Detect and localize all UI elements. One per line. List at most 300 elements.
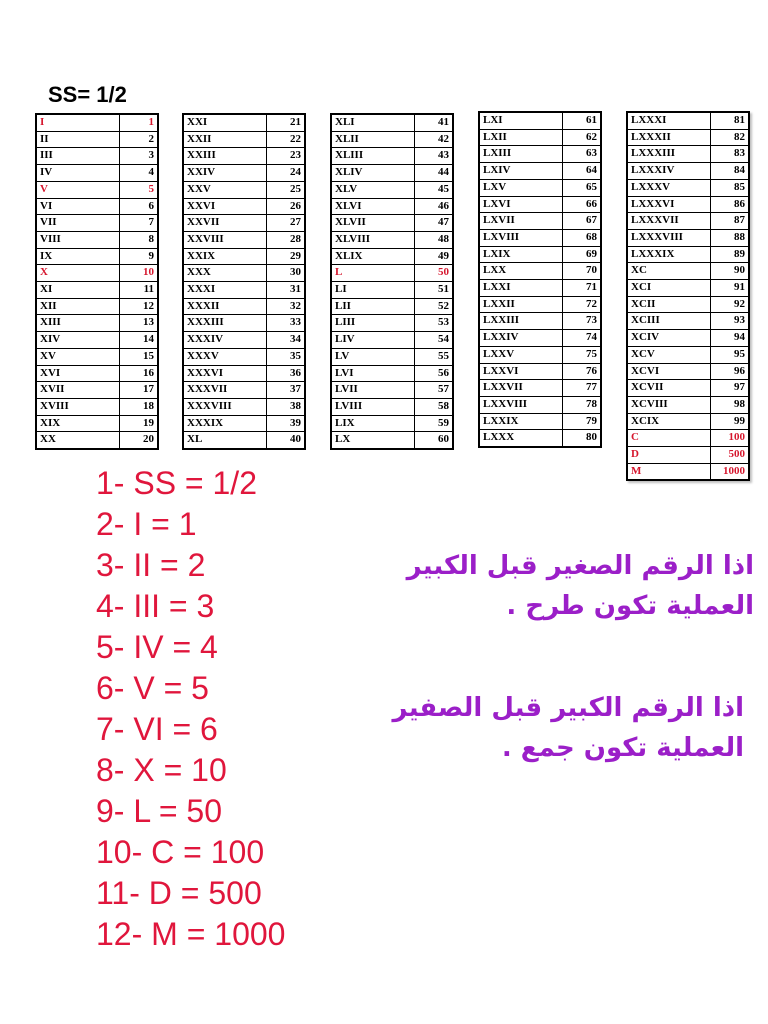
table-row <box>36 398 158 415</box>
table-row <box>331 165 453 182</box>
table-row <box>183 265 305 282</box>
arabic-value-cell: 23 <box>266 148 305 165</box>
table-row <box>479 112 601 129</box>
roman-numeral-cell: XCIX <box>627 413 710 430</box>
arabic-value-cell: 10 <box>119 265 158 282</box>
arabic-value-cell: 61 <box>562 112 601 129</box>
arabic-value-cell: 72 <box>562 296 601 313</box>
roman-table-61-80 <box>478 111 602 448</box>
arabic-value-cell: 6 <box>119 198 158 215</box>
arabic-value-cell: 91 <box>710 280 749 297</box>
table-row <box>479 179 601 196</box>
arabic-value-cell: 27 <box>266 215 305 232</box>
arabic-value-cell: 30 <box>266 265 305 282</box>
arabic-value-cell: 5 <box>119 181 158 198</box>
roman-table-81-1000 <box>626 111 750 481</box>
table-row <box>627 363 749 380</box>
roman-table-1-20 <box>35 113 159 450</box>
arabic-value-cell: 31 <box>266 282 305 299</box>
table-row <box>627 263 749 280</box>
roman-numeral-cell: LXXII <box>479 296 562 313</box>
table-row <box>36 382 158 399</box>
table-row <box>479 146 601 163</box>
arabic-value-cell: 12 <box>119 298 158 315</box>
rule-item: 2- I = 1 <box>96 506 197 542</box>
arabic-value-cell: 79 <box>562 413 601 430</box>
arabic-value-cell: 8 <box>119 231 158 248</box>
roman-numeral-cell: XCIV <box>627 330 710 347</box>
roman-numeral-cell: XXXI <box>183 282 266 299</box>
arabic-value-cell: 32 <box>266 298 305 315</box>
table-row <box>627 447 749 464</box>
table-row <box>183 415 305 432</box>
arabic-value-cell: 55 <box>414 348 453 365</box>
roman-numeral-cell: LII <box>331 298 414 315</box>
arabic-value-cell: 87 <box>710 213 749 230</box>
arabic-value-cell: 45 <box>414 181 453 198</box>
arabic-value-cell: 20 <box>119 432 158 449</box>
table-row <box>479 296 601 313</box>
roman-numeral-cell: XCVIII <box>627 396 710 413</box>
arabic-value-cell: 80 <box>562 430 601 447</box>
arabic-value-cell: 28 <box>266 231 305 248</box>
table-row <box>36 248 158 265</box>
roman-numeral-cell: XLVI <box>331 198 414 215</box>
roman-numeral-cell: M <box>627 463 710 480</box>
roman-numeral-cell: XV <box>36 348 119 365</box>
table-row <box>627 430 749 447</box>
table-row <box>331 148 453 165</box>
roman-numeral-cell: LXXXVII <box>627 213 710 230</box>
table-row <box>627 246 749 263</box>
table-row <box>331 415 453 432</box>
rule-item: 9- L = 50 <box>96 793 223 829</box>
roman-numeral-cell: XLV <box>331 181 414 198</box>
arabic-value-cell: 86 <box>710 196 749 213</box>
rule-item: 3- II = 2 <box>96 547 206 583</box>
arabic-value-cell: 60 <box>414 432 453 449</box>
roman-numeral-cell: XLVIII <box>331 231 414 248</box>
arabic-value-cell: 96 <box>710 363 749 380</box>
table-row <box>479 396 601 413</box>
roman-numeral-cell: LXXXVIII <box>627 229 710 246</box>
arabic-value-cell: 16 <box>119 365 158 382</box>
arabic-value-cell: 15 <box>119 348 158 365</box>
table-row <box>627 330 749 347</box>
arabic-value-cell: 75 <box>562 346 601 363</box>
table-row <box>183 148 305 165</box>
table-row <box>331 332 453 349</box>
table-row <box>183 248 305 265</box>
table-row <box>36 298 158 315</box>
roman-numeral-cell: XXVI <box>183 198 266 215</box>
table-row <box>479 280 601 297</box>
arabic-value-cell: 78 <box>562 396 601 413</box>
arabic-value-cell: 56 <box>414 365 453 382</box>
table-row <box>36 215 158 232</box>
table-row <box>627 413 749 430</box>
roman-numeral-cell: LX <box>331 432 414 449</box>
table-row <box>479 346 601 363</box>
table-row <box>36 148 158 165</box>
table-row <box>183 382 305 399</box>
roman-numeral-cell: LXVII <box>479 213 562 230</box>
roman-numeral-cell: XCI <box>627 280 710 297</box>
roman-numeral-cell: D <box>627 447 710 464</box>
arabic-value-cell: 66 <box>562 196 601 213</box>
roman-numeral-cell: XCV <box>627 346 710 363</box>
roman-table-41-60 <box>330 113 454 450</box>
roman-numeral-cell: LXXI <box>479 280 562 297</box>
subtraction-note <box>407 546 754 626</box>
arabic-value-cell: 71 <box>562 280 601 297</box>
table-row <box>183 315 305 332</box>
table-row <box>627 229 749 246</box>
table-row <box>479 196 601 213</box>
rule-item: 1- SS = 1/2 <box>96 465 257 501</box>
table-row <box>183 332 305 349</box>
rule-item: 5- IV = 4 <box>96 629 218 665</box>
roman-numeral-cell: LXXXIV <box>627 163 710 180</box>
arabic-value-cell: 33 <box>266 315 305 332</box>
table-row <box>627 129 749 146</box>
table-row <box>183 432 305 449</box>
table-row <box>479 229 601 246</box>
roman-numeral-cell: X <box>36 265 119 282</box>
arabic-value-cell: 38 <box>266 398 305 415</box>
roman-numeral-cell: XXI <box>183 114 266 131</box>
table-row <box>627 380 749 397</box>
roman-numeral-cell: XLIII <box>331 148 414 165</box>
arabic-value-cell: 39 <box>266 415 305 432</box>
arabic-value-cell: 37 <box>266 382 305 399</box>
roman-numeral-cell: LIII <box>331 315 414 332</box>
arabic-value-cell: 36 <box>266 365 305 382</box>
table-row <box>183 398 305 415</box>
table-row <box>479 363 601 380</box>
table-row <box>183 365 305 382</box>
table-row <box>331 282 453 299</box>
roman-numeral-cell: XXXIII <box>183 315 266 332</box>
arabic-value-cell: 65 <box>562 179 601 196</box>
arabic-value-cell: 89 <box>710 246 749 263</box>
roman-numeral-cell: I <box>36 114 119 131</box>
roman-numeral-cell: XXXVII <box>183 382 266 399</box>
roman-numeral-cell: VII <box>36 215 119 232</box>
arabic-value-cell: 22 <box>266 131 305 148</box>
arabic-value-cell: 74 <box>562 330 601 347</box>
table-row <box>479 263 601 280</box>
arabic-value-cell: 97 <box>710 380 749 397</box>
table-row <box>479 430 601 447</box>
roman-numeral-cell: XXXII <box>183 298 266 315</box>
table-row <box>183 298 305 315</box>
roman-numeral-cell: XCVI <box>627 363 710 380</box>
roman-numeral-cell: XXVIII <box>183 231 266 248</box>
table-row <box>627 463 749 480</box>
table-row <box>331 248 453 265</box>
table-row <box>331 231 453 248</box>
table-row <box>36 348 158 365</box>
table-row <box>627 179 749 196</box>
arabic-value-cell: 64 <box>562 163 601 180</box>
table-row <box>183 198 305 215</box>
arabic-value-cell: 25 <box>266 181 305 198</box>
table-row <box>479 313 601 330</box>
roman-numeral-cell: II <box>36 131 119 148</box>
roman-numeral-cell: XXXVIII <box>183 398 266 415</box>
arabic-value-cell: 44 <box>414 165 453 182</box>
page-title: SS= 1/2 <box>48 82 127 107</box>
roman-numeral-cell: XVI <box>36 365 119 382</box>
roman-numeral-cell: IV <box>36 165 119 182</box>
arabic-value-cell: 11 <box>119 282 158 299</box>
arabic-value-cell: 98 <box>710 396 749 413</box>
arabic-value-cell: 35 <box>266 348 305 365</box>
table-row <box>183 165 305 182</box>
arabic-value-cell: 49 <box>414 248 453 265</box>
arabic-value-cell: 21 <box>266 114 305 131</box>
table-row <box>36 315 158 332</box>
table-row <box>331 432 453 449</box>
arabic-value-cell: 1000 <box>710 463 749 480</box>
table-row <box>479 163 601 180</box>
arabic-value-cell: 73 <box>562 313 601 330</box>
roman-numeral-cell: VIII <box>36 231 119 248</box>
roman-numeral-cell: XXX <box>183 265 266 282</box>
roman-numeral-cell: XXXIX <box>183 415 266 432</box>
addition-note <box>393 688 744 768</box>
table-row <box>36 332 158 349</box>
arabic-value-cell: 62 <box>562 129 601 146</box>
arabic-value-cell: 99 <box>710 413 749 430</box>
roman-numeral-cell: XIX <box>36 415 119 432</box>
roman-numeral-cell: LXXIX <box>479 413 562 430</box>
roman-numeral-cell: LXIII <box>479 146 562 163</box>
rule-item: 7- VI = 6 <box>96 711 218 747</box>
table-row <box>627 112 749 129</box>
table-row <box>331 365 453 382</box>
table-row <box>331 114 453 131</box>
arabic-value-cell: 50 <box>414 265 453 282</box>
table-row <box>36 415 158 432</box>
table-row <box>479 330 601 347</box>
roman-numeral-cell: XX <box>36 432 119 449</box>
table-row <box>627 146 749 163</box>
roman-numeral-cell: LXII <box>479 129 562 146</box>
table-row <box>331 382 453 399</box>
arabic-value-cell: 88 <box>710 229 749 246</box>
arabic-value-cell: 69 <box>562 246 601 263</box>
table-row <box>36 131 158 148</box>
roman-numeral-cell: XXIII <box>183 148 266 165</box>
roman-numeral-cell: XIII <box>36 315 119 332</box>
roman-numeral-cell: LXIV <box>479 163 562 180</box>
table-row <box>331 298 453 315</box>
arabic-value-cell: 19 <box>119 415 158 432</box>
roman-numeral-cell: XIV <box>36 332 119 349</box>
arabic-value-cell: 24 <box>266 165 305 182</box>
roman-numeral-cell: LXXXV <box>627 179 710 196</box>
table-row <box>331 215 453 232</box>
table-row <box>627 213 749 230</box>
addition-note-line-1: اذا الرقم الكبير قبل الصفير <box>392 693 744 723</box>
roman-numeral-cell: LXXVI <box>479 363 562 380</box>
roman-numeral-cell: V <box>36 181 119 198</box>
roman-numeral-cell: XI <box>36 282 119 299</box>
table-row <box>183 231 305 248</box>
arabic-value-cell: 42 <box>414 131 453 148</box>
arabic-value-cell: 53 <box>414 315 453 332</box>
arabic-value-cell: 51 <box>414 282 453 299</box>
roman-numeral-cell: L <box>331 265 414 282</box>
table-row <box>36 198 158 215</box>
table-row <box>183 114 305 131</box>
roman-numeral-cell: LVIII <box>331 398 414 415</box>
arabic-value-cell: 1 <box>119 114 158 131</box>
arabic-value-cell: 52 <box>414 298 453 315</box>
roman-numeral-cell: XXXV <box>183 348 266 365</box>
roman-numeral-cell: LVI <box>331 365 414 382</box>
rule-item: 4- III = 3 <box>96 588 215 624</box>
table-row <box>627 396 749 413</box>
arabic-value-cell: 2 <box>119 131 158 148</box>
arabic-value-cell: 40 <box>266 432 305 449</box>
table-row <box>36 265 158 282</box>
addition-note-line-2: العملية تكون جمع . <box>501 733 744 763</box>
table-row <box>183 215 305 232</box>
table-row <box>36 114 158 131</box>
arabic-value-cell: 84 <box>710 163 749 180</box>
roman-numeral-cell: LXXVIII <box>479 396 562 413</box>
roman-numeral-cell: LI <box>331 282 414 299</box>
roman-numeral-cell: XCII <box>627 296 710 313</box>
arabic-value-cell: 100 <box>710 430 749 447</box>
roman-numeral-cell: LXX <box>479 263 562 280</box>
table-row <box>331 315 453 332</box>
arabic-value-cell: 17 <box>119 382 158 399</box>
table-row <box>183 181 305 198</box>
table-row <box>183 131 305 148</box>
table-row <box>479 413 601 430</box>
rules-list <box>96 463 285 955</box>
roman-numeral-cell: XXIV <box>183 165 266 182</box>
roman-numeral-cell: LV <box>331 348 414 365</box>
table-row <box>331 198 453 215</box>
roman-numeral-cell: XVIII <box>36 398 119 415</box>
arabic-value-cell: 76 <box>562 363 601 380</box>
table-row <box>36 165 158 182</box>
table-row <box>479 246 601 263</box>
arabic-value-cell: 70 <box>562 263 601 280</box>
roman-numeral-cell: XXVII <box>183 215 266 232</box>
roman-numeral-cell: LXXV <box>479 346 562 363</box>
roman-numeral-cell: LXXXIII <box>627 146 710 163</box>
roman-numeral-cell: LVII <box>331 382 414 399</box>
roman-numeral-cell: XLIX <box>331 248 414 265</box>
rule-item: 6- V = 5 <box>96 670 209 706</box>
arabic-value-cell: 94 <box>710 330 749 347</box>
table-row <box>331 398 453 415</box>
roman-numeral-cell: XLII <box>331 131 414 148</box>
roman-numeral-cell: XL <box>183 432 266 449</box>
roman-numeral-cell: XC <box>627 263 710 280</box>
table-row <box>331 181 453 198</box>
roman-numeral-cell: IX <box>36 248 119 265</box>
arabic-value-cell: 47 <box>414 215 453 232</box>
subtraction-note-line-1: اذا الرقم الصغير قبل الكبير <box>406 551 754 581</box>
roman-numeral-cell: VI <box>36 198 119 215</box>
table-row <box>36 432 158 449</box>
rule-item: 12- M = 1000 <box>96 916 286 952</box>
arabic-value-cell: 18 <box>119 398 158 415</box>
roman-numeral-cell: LXXX <box>479 430 562 447</box>
roman-numeral-cell: LXVIII <box>479 229 562 246</box>
arabic-value-cell: 7 <box>119 215 158 232</box>
roman-numeral-cell: LXVI <box>479 196 562 213</box>
roman-numeral-cell: LIX <box>331 415 414 432</box>
arabic-value-cell: 90 <box>710 263 749 280</box>
table-row <box>36 365 158 382</box>
arabic-value-cell: 57 <box>414 382 453 399</box>
arabic-value-cell: 93 <box>710 313 749 330</box>
arabic-value-cell: 77 <box>562 380 601 397</box>
roman-table-21-40 <box>182 113 306 450</box>
table-row <box>331 265 453 282</box>
roman-numeral-cell: XLI <box>331 114 414 131</box>
arabic-value-cell: 59 <box>414 415 453 432</box>
arabic-value-cell: 48 <box>414 231 453 248</box>
table-row <box>627 296 749 313</box>
subtraction-note-line-2: العملية تكون طرح . <box>506 591 754 621</box>
arabic-value-cell: 43 <box>414 148 453 165</box>
arabic-value-cell: 9 <box>119 248 158 265</box>
table-row <box>479 213 601 230</box>
arabic-value-cell: 95 <box>710 346 749 363</box>
table-row <box>183 282 305 299</box>
arabic-value-cell: 13 <box>119 315 158 332</box>
roman-numeral-cell: XLIV <box>331 165 414 182</box>
arabic-value-cell: 4 <box>119 165 158 182</box>
arabic-value-cell: 63 <box>562 146 601 163</box>
arabic-value-cell: 29 <box>266 248 305 265</box>
arabic-value-cell: 14 <box>119 332 158 349</box>
table-row <box>627 346 749 363</box>
table-row <box>627 313 749 330</box>
roman-numeral-cell: LXXIV <box>479 330 562 347</box>
table-row <box>627 196 749 213</box>
roman-numeral-cell: LXI <box>479 112 562 129</box>
arabic-value-cell: 85 <box>710 179 749 196</box>
table-row <box>183 348 305 365</box>
roman-numeral-cell: LXXXII <box>627 129 710 146</box>
table-row <box>627 280 749 297</box>
roman-numeral-cell: III <box>36 148 119 165</box>
arabic-value-cell: 83 <box>710 146 749 163</box>
arabic-value-cell: 3 <box>119 148 158 165</box>
table-row <box>627 163 749 180</box>
rule-item: 11- D = 500 <box>96 875 262 911</box>
roman-numeral-cell: XLVII <box>331 215 414 232</box>
table-row <box>479 129 601 146</box>
roman-numeral-cell: XCIII <box>627 313 710 330</box>
table-row <box>479 380 601 397</box>
roman-numeral-cell: XXXIV <box>183 332 266 349</box>
arabic-value-cell: 41 <box>414 114 453 131</box>
roman-numeral-cell: XXII <box>183 131 266 148</box>
roman-numeral-cell: LXV <box>479 179 562 196</box>
roman-numeral-cell: LXXIII <box>479 313 562 330</box>
